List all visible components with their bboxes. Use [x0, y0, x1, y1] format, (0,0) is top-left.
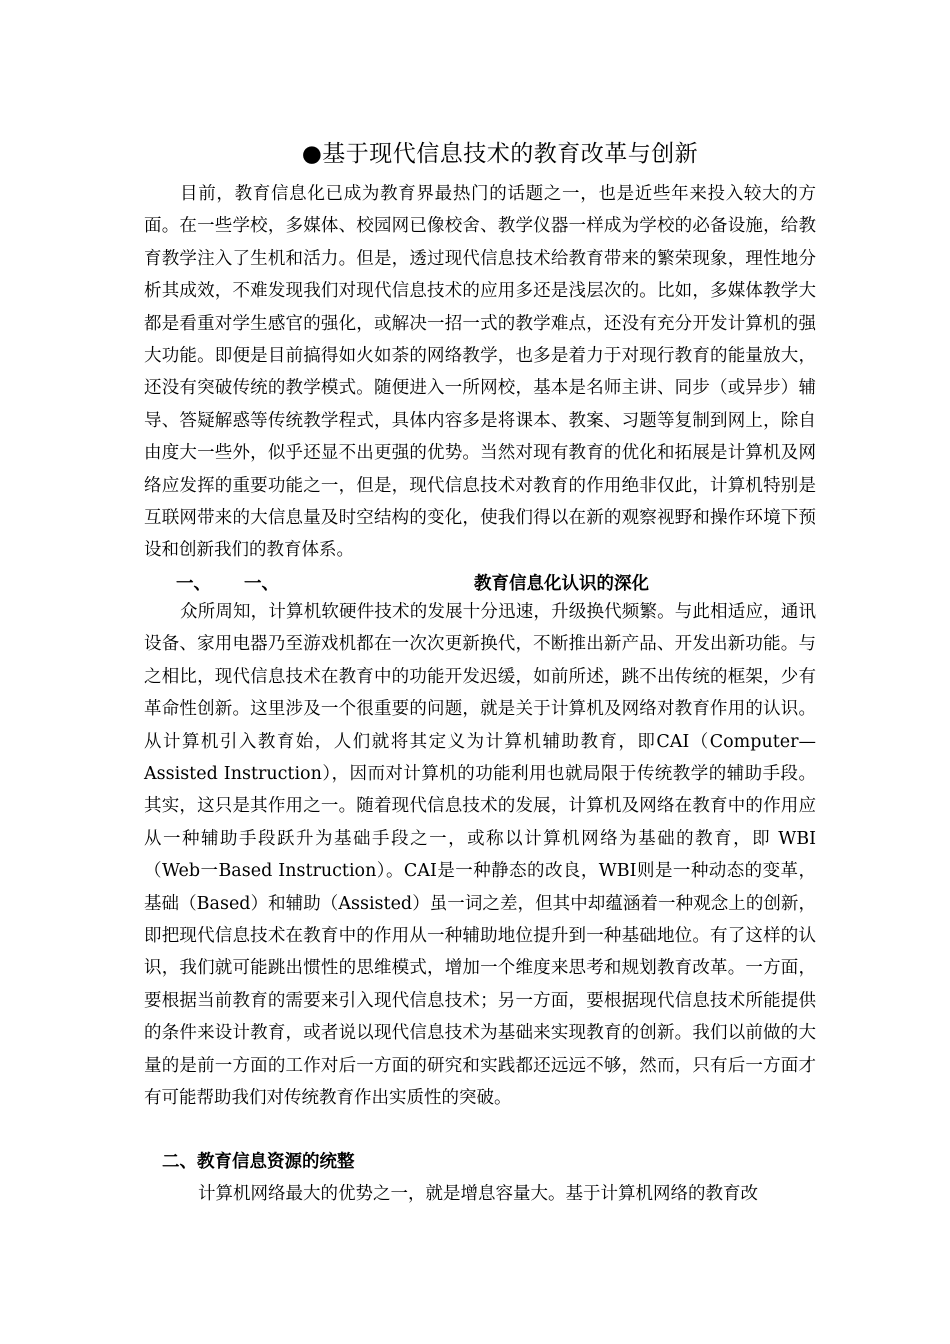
section-2-paragraph: 计算机网络最大的优势之一，就是增息容量大。基于计算机网络的教育改	[198, 1184, 758, 1204]
section-2-body	[144, 1178, 816, 1210]
section-1-number-b: 一、	[244, 574, 279, 594]
section-1-paragraph: 众所周知，计算机软硬件技术的发展十分迅速，升级换代频繁。与此相适应，通讯设备、家用电器乃至游戏机都在一次次更新换代，不断推出新产品、开发出新功能。与之相比，现代信息技术在教育中的功能开发迟缓，如前所述，跳不出传统的框架，少有革命性创新。这里涉及一个很重要的问题，就是关于计算机及网络对教育作用的认识。从计算机引入教育始，人们就将其定义为计算机辅助教育，即CAI（Computer— Assisted Instruction），因而对计算机的功能利用也就局限于传统教学的辅助手段。其实，这只是其作用之一。随着现代信息技术的发展，计算机及网络在教育中的作用应从一种辅助手段跃升为基础手段之一，或称以计算机网络为基础的教育，即 WBI（Web一Based Instruction）。CAI是一种静态的改良，WBI则是一种动态的变革，基础（Based）和辅助（Assisted）虽一词之差，但其中却蕴涵着一种观念上的创新，即把现代信息技术在教育中的作用从一种辅助地位提升到一种基础地位。有了这样的认识，我们就可能跳出惯性的思维模式，增加一个维度来思考和规划教育改革。一方面，要根据当前教育的需要来引入现代信息技术；另一方面，要根据现代信息技术所能提供的条件来设计教育，或者说以现代信息技术为基础来实现教育的创新。我们以前做的大量的是前一方面的工作对后一方面的研究和实践都还远远不够，然而，只有后一方面才有可能帮助我们对传统教育作出实质性的突破。	[144, 602, 816, 1109]
section-2-heading: 二、教育信息资源的统整	[162, 1152, 355, 1172]
document-title: ●基于现代信息技术的教育改革与创新	[301, 141, 699, 167]
section-1-title: 教育信息化认识的深化	[474, 574, 649, 594]
intro-paragraph: 目前，教育信息化已成为教育界最热门的话题之一，也是近些年来投入较大的方面。在一些学校，多媒体、校园网已像校舍、教学仪器一样成为学校的必备设施，给教育教学注入了生机和活力。但是，透过现代信息技术给教育带来的繁荣现象，理性地分析其成效，不难发现我们对现代信息技术的应用多还是浅层次的。比如，多媒体教学大都是看重对学生感官的强化，或解决一招一式的教学难点，还没有充分开发计算机的强大功能。即便是目前搞得如火如荼的网络教学，也多是着力于对现行教育的能量放大，还没有突破传统的教学模式。随便进入一所网校，基本是名师主讲、同步（或异步）辅导、答疑解惑等传统教学程式，具体内容多是将课本、教案、习题等复制到网上，除自由度大一些外，似乎还显不出更强的优势。当然对现有教育的优化和拓展是计算机及网络应发挥的重要功能之一，但是，现代信息技术对教育的作用绝非仅此，计算机特别是互联网带来的大信息量及时空结构的变化，使我们得以在新的观察视野和操作环境下预设和创新我们的教育体系。	[144, 184, 816, 561]
section-1-number-a: 一、	[176, 574, 211, 594]
section-1-body	[144, 596, 816, 1115]
intro-paragraph-block	[144, 178, 816, 567]
